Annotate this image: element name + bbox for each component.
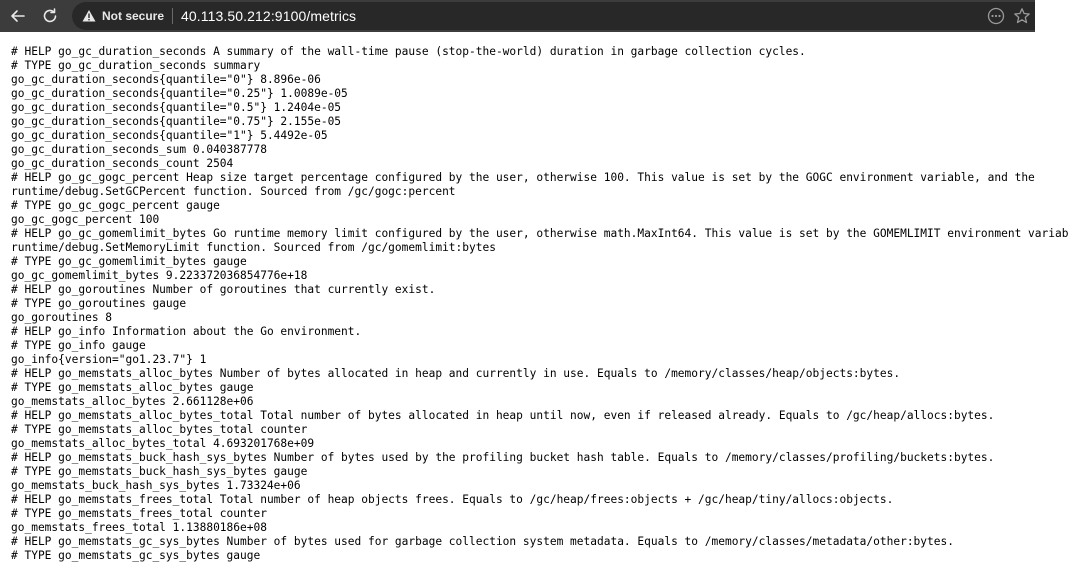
metrics-line: go_memstats_buck_hash_sys_bytes 1.73324e+06 <box>11 479 301 492</box>
metrics-line: go_gc_duration_seconds{quantile="0.75"} 2.155e-05 <box>11 115 342 128</box>
security-status-label[interactable]: Not secure <box>102 9 165 23</box>
metrics-line: go_info{version="go1.23.7"} 1 <box>11 353 207 366</box>
browser-toolbar <box>0 0 1035 32</box>
metrics-line: # TYPE go_info gauge <box>11 339 146 352</box>
metrics-line: # HELP go_gc_gomemlimit_bytes Go runtime memory limit configured by the user, otherwise math.MaxInt64. This value is set by the GOMEMLIMIT environment variab <box>11 227 1068 240</box>
reload-button[interactable] <box>36 2 64 30</box>
metrics-line: go_gc_gomemlimit_bytes 9.223372036854776e+18 <box>11 269 308 282</box>
metrics-line: # HELP go_memstats_frees_total Total number of heap objects frees. Equals to /gc/heap/frees:objects + /gc/heap/tiny/allocs:objects. <box>11 493 894 506</box>
metrics-line: # TYPE go_gc_gomemlimit_bytes gauge <box>11 255 247 268</box>
metrics-line: go_memstats_alloc_bytes_total 4.693201768e+09 <box>11 437 315 450</box>
metrics-line: go_gc_duration_seconds{quantile="1"} 5.4492e-05 <box>11 129 328 142</box>
metrics-line: go_gc_duration_seconds{quantile="0.5"} 1.2404e-05 <box>11 101 342 114</box>
back-button[interactable] <box>4 2 32 30</box>
star-icon[interactable] <box>1013 7 1031 25</box>
metrics-line: go_gc_duration_seconds{quantile="0.25"} 1.0089e-05 <box>11 87 348 100</box>
address-bar-actions <box>987 2 1031 30</box>
metrics-line: runtime/debug.SetMemoryLimit function. Sourced from /gc/gomemlimit:bytes <box>11 241 496 254</box>
metrics-line: # TYPE go_memstats_alloc_bytes gauge <box>11 381 254 394</box>
metrics-line: runtime/debug.SetGCPercent function. Sourced from /gc/gogc:percent <box>11 185 456 198</box>
metrics-line: # TYPE go_memstats_frees_total counter <box>11 507 267 520</box>
more-icon[interactable] <box>987 7 1005 25</box>
metrics-line: # TYPE go_memstats_alloc_bytes_total counter <box>11 423 308 436</box>
metrics-line: # TYPE go_goroutines gauge <box>11 297 187 310</box>
url-text[interactable]: 40.113.50.212:9100/metrics <box>181 8 357 24</box>
metrics-line: go_gc_gogc_percent 100 <box>11 213 160 226</box>
metrics-line: # TYPE go_memstats_gc_sys_bytes gauge <box>11 549 261 562</box>
metrics-text-body <box>0 32 1068 562</box>
warning-triangle-icon[interactable] <box>82 9 96 23</box>
metrics-line: # HELP go_info Information about the Go environment. <box>11 325 362 338</box>
metrics-line: go_memstats_alloc_bytes 2.661128e+06 <box>11 395 254 408</box>
metrics-line: # TYPE go_memstats_buck_hash_sys_bytes gauge <box>11 465 308 478</box>
divider <box>172 8 173 24</box>
metrics-line: # TYPE go_gc_gogc_percent gauge <box>11 199 220 212</box>
metrics-line: go_gc_duration_seconds{quantile="0"} 8.896e-06 <box>11 73 321 86</box>
metrics-line: # HELP go_memstats_buck_hash_sys_bytes Number of bytes used by the profiling bucket hash table. Equals to /memory/classes/profiling/buckets:bytes. <box>11 451 995 464</box>
metrics-line: # HELP go_goroutines Number of goroutines that currently exist. <box>11 283 436 296</box>
metrics-line: # HELP go_gc_gogc_percent Heap size target percentage configured by the user, otherwise 100. This value is set by the GOGC environment variable, and the <box>11 171 1035 184</box>
metrics-line: go_goroutines 8 <box>11 311 113 324</box>
metrics-line: go_memstats_frees_total 1.13880186e+08 <box>11 521 267 534</box>
metrics-line: # HELP go_memstats_gc_sys_bytes Number of bytes used for garbage collection system metadata. Equals to /memory/classes/metadata/other:bytes. <box>11 535 954 548</box>
metrics-line: go_gc_duration_seconds_count 2504 <box>11 157 234 170</box>
metrics-line: # TYPE go_gc_duration_seconds summary <box>11 59 261 72</box>
metrics-line: go_gc_duration_seconds_sum 0.040387778 <box>11 143 267 156</box>
address-bar[interactable] <box>72 2 1035 30</box>
metrics-line: # HELP go_gc_duration_seconds A summary of the wall-time pause (stop-the-world) duration in garbage collection cycles. <box>11 45 806 58</box>
reload-icon <box>41 7 59 25</box>
metrics-line: # HELP go_memstats_alloc_bytes Number of bytes allocated in heap and currently in use. Equals to /memory/classes/heap/objects:bytes. <box>11 367 901 380</box>
back-arrow-icon <box>9 7 27 25</box>
metrics-line: # HELP go_memstats_alloc_bytes_total Total number of bytes allocated in heap until now, even if released already. Equals to /gc/heap/allocs:bytes. <box>11 409 995 422</box>
